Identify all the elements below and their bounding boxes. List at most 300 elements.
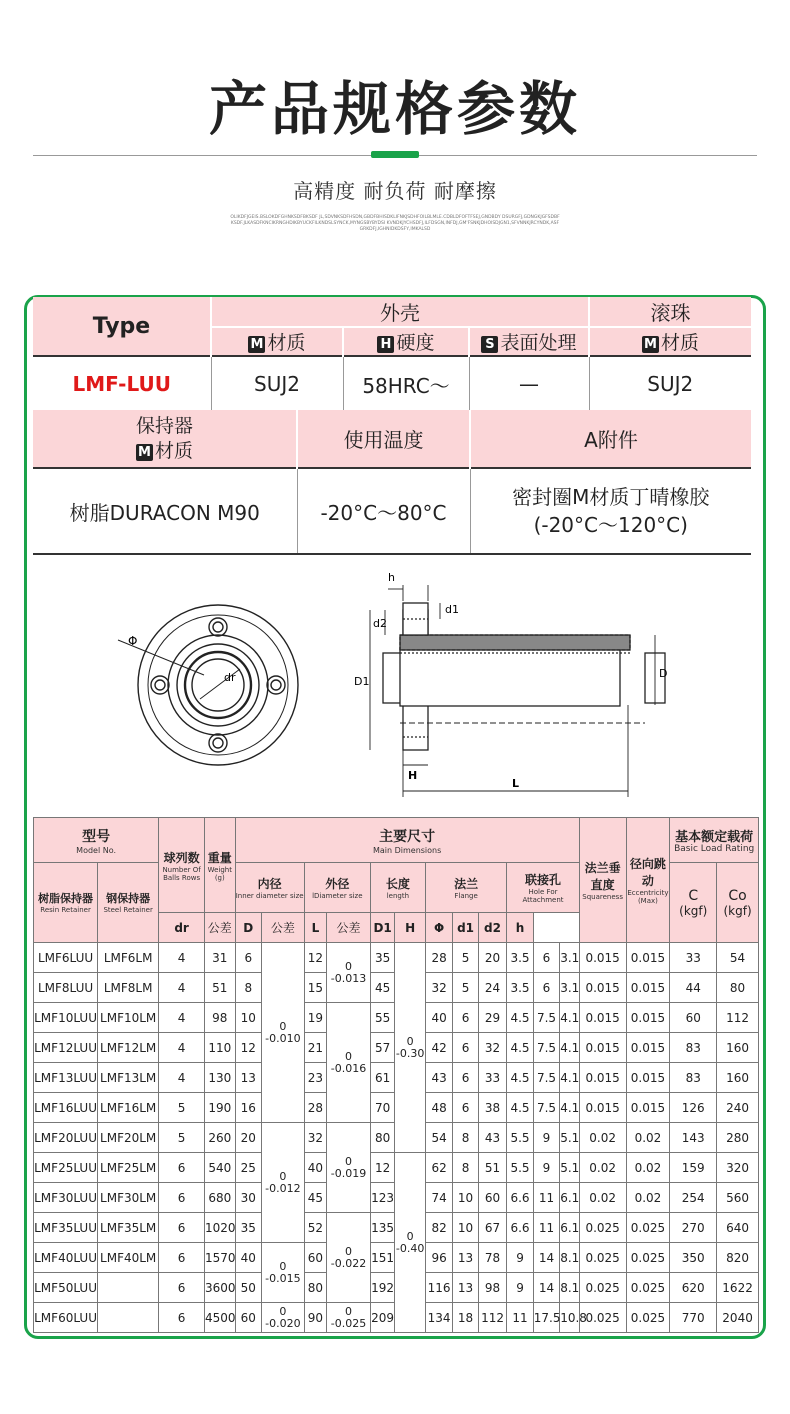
d1-cell: 4.5: [507, 1033, 533, 1063]
resin-model-cell: LMF8LUU: [34, 973, 98, 1003]
ball-rows-cell: 6: [159, 1183, 205, 1213]
phi-cell: 38: [478, 1093, 507, 1123]
shell-header: 外壳: [211, 297, 589, 327]
eccentricity-cell: 0.02: [626, 1123, 670, 1153]
ball-rows-cell: 5: [159, 1123, 205, 1153]
inner-diameter-header: 内径 Inner diameter size: [235, 863, 304, 913]
weight-cell: 1570: [205, 1243, 236, 1273]
shell-surface-header: S 表面处理: [469, 327, 589, 356]
H-cell: 10: [453, 1213, 478, 1243]
dr-cell: 8: [235, 973, 261, 1003]
c-load-cell: 83: [670, 1033, 717, 1063]
table-row: [34, 943, 759, 973]
D-cell: 40: [304, 1153, 326, 1183]
D-cell: 52: [304, 1213, 326, 1243]
d2-cell: 9: [533, 1153, 559, 1183]
h-cell: 8.1: [560, 1243, 580, 1273]
weight-cell: 260: [205, 1123, 236, 1153]
shell-material-value: SUJ2: [211, 356, 343, 412]
d1-cell: 5.5: [507, 1123, 533, 1153]
H-cell: 5: [453, 973, 478, 1003]
dr-cell: 60: [235, 1303, 261, 1333]
ball-rows-cell: 6: [159, 1273, 205, 1303]
c-load-cell: 83: [670, 1063, 717, 1093]
L-cell: 123: [370, 1183, 394, 1213]
d1-cell: 9: [507, 1243, 533, 1273]
ball-rows-cell: 4: [159, 1063, 205, 1093]
h-cell: 4.1: [560, 1063, 580, 1093]
D1-cell: 54: [425, 1123, 452, 1153]
d1-cell: 4.5: [507, 1063, 533, 1093]
d2-cell: 7.5: [533, 1033, 559, 1063]
H-cell: 10: [453, 1183, 478, 1213]
h-label: h: [388, 571, 395, 584]
eccentricity-cell: 0.02: [626, 1153, 670, 1183]
dr-cell: 30: [235, 1183, 261, 1213]
eccentricity-cell: 0.015: [626, 1033, 670, 1063]
D-cell: 28: [304, 1093, 326, 1123]
resin-model-cell: LMF35LUU: [34, 1213, 98, 1243]
L-cell: 70: [370, 1093, 394, 1123]
D-cell: 80: [304, 1273, 326, 1303]
eccentricity-cell: 0.02: [626, 1183, 670, 1213]
d2-cell: 6: [533, 973, 559, 1003]
h-badge-icon: H: [377, 336, 394, 353]
squareness-cell: 0.015: [579, 943, 626, 973]
h-cell: 4.1: [560, 1003, 580, 1033]
L-cell: 209: [370, 1303, 394, 1333]
ball-rows-header: 球列数 Number Of Balls Rows: [159, 818, 205, 913]
c-load-cell: 60: [670, 1003, 717, 1033]
ball-material-value: SUJ2: [589, 356, 751, 412]
H-cell: 6: [453, 1063, 478, 1093]
steel-model-cell: LMF20LM: [98, 1123, 159, 1153]
phi-cell: 78: [478, 1243, 507, 1273]
squareness-cell: 0.02: [579, 1183, 626, 1213]
co-load-cell: 820: [717, 1243, 759, 1273]
ball-rows-cell: 4: [159, 1033, 205, 1063]
h-cell: 8.1: [560, 1273, 580, 1303]
D-cell: 23: [304, 1063, 326, 1093]
steel-model-cell: LMF30LM: [98, 1183, 159, 1213]
weight-cell: 3600: [205, 1273, 236, 1303]
c-load-cell: 126: [670, 1093, 717, 1123]
d2-cell: 7.5: [533, 1093, 559, 1123]
dr-cell: 40: [235, 1243, 261, 1273]
flange-header: 法兰 Flange: [425, 863, 506, 913]
dr-cell: 20: [235, 1123, 261, 1153]
L-cell: 135: [370, 1213, 394, 1243]
phi-cell: 32: [478, 1033, 507, 1063]
eccentricity-cell: 0.025: [626, 1213, 670, 1243]
h-cell: 6.1: [560, 1213, 580, 1243]
c-load-cell: 33: [670, 943, 717, 973]
h-cell: 5.1: [560, 1153, 580, 1183]
squareness-cell: 0.015: [579, 1003, 626, 1033]
resin-model-cell: LMF13LUU: [34, 1063, 98, 1093]
h-cell: 10.8: [560, 1303, 580, 1333]
weight-cell: 98: [205, 1003, 236, 1033]
L-cell: 61: [370, 1063, 394, 1093]
d1-cell: 3.5: [507, 973, 533, 1003]
L-cell: 35: [370, 943, 394, 973]
title-accent-bar: [371, 151, 419, 158]
temperature-value: -20°C～80°C: [297, 468, 470, 554]
L-cell: 12: [370, 1153, 394, 1183]
steel-model-cell: LMF40LM: [98, 1243, 159, 1273]
model-value: LMF-LUU: [33, 356, 211, 412]
sub-dr-tol: 公差: [205, 913, 236, 943]
co-load-cell: 160: [717, 1063, 759, 1093]
table-row: [34, 1153, 759, 1183]
co-load-cell: 112: [717, 1003, 759, 1033]
dr-cell: 25: [235, 1153, 261, 1183]
co-load-cell: 280: [717, 1123, 759, 1153]
accessory-header: A附件: [470, 410, 751, 468]
d1-cell: 4.5: [507, 1093, 533, 1123]
sub-H: H: [395, 913, 426, 943]
weight-cell: 190: [205, 1093, 236, 1123]
h-cell: 6.1: [560, 1183, 580, 1213]
phi-cell: 60: [478, 1183, 507, 1213]
L-cell: 57: [370, 1033, 394, 1063]
steel-model-cell: [98, 1273, 159, 1303]
resin-model-cell: LMF40LUU: [34, 1243, 98, 1273]
D-tolerance-cell: 0 -0.025: [327, 1303, 371, 1333]
ball-rows-cell: 4: [159, 1003, 205, 1033]
resin-retainer-header: 树脂保持器 Resin Retainer: [34, 863, 98, 943]
temperature-header: 使用温度: [297, 410, 470, 468]
sub-phi: Φ: [425, 913, 452, 943]
steel-model-cell: LMF35LM: [98, 1213, 159, 1243]
m-badge-icon: M: [642, 336, 659, 353]
eccentricity-cell: 0.015: [626, 973, 670, 1003]
dr-label: dr: [224, 671, 236, 684]
dr-cell: 10: [235, 1003, 261, 1033]
squareness-cell: 0.025: [579, 1303, 626, 1333]
phi-cell: 112: [478, 1303, 507, 1333]
dimension-table-body: [34, 943, 759, 1333]
phi-cell: 51: [478, 1153, 507, 1183]
ball-rows-cell: 4: [159, 973, 205, 1003]
D1-cell: 40: [425, 1003, 452, 1033]
squareness-cell: 0.015: [579, 973, 626, 1003]
resin-model-cell: LMF20LUU: [34, 1123, 98, 1153]
resin-model-cell: LMF6LUU: [34, 943, 98, 973]
steel-model-cell: [98, 1303, 159, 1333]
squareness-cell: 0.015: [579, 1093, 626, 1123]
weight-cell: 540: [205, 1153, 236, 1183]
ball-rows-cell: 6: [159, 1153, 205, 1183]
eccentricity-cell: 0.025: [626, 1303, 670, 1333]
H-cell: 8: [453, 1153, 478, 1183]
shell-hardness-value: 58HRC～: [343, 356, 469, 412]
model-header: 型号 Model No.: [34, 818, 159, 863]
H-cell: 13: [453, 1243, 478, 1273]
weight-cell: 51: [205, 973, 236, 1003]
L-label: L: [512, 777, 520, 790]
c-load-cell: 270: [670, 1213, 717, 1243]
outer-diameter-header: 外径 lDiameter size: [304, 863, 370, 913]
sub-dr: dr: [159, 913, 205, 943]
d1-cell: 9: [507, 1273, 533, 1303]
length-header: 长度 length: [370, 863, 425, 913]
d1-cell: 11: [507, 1303, 533, 1333]
resin-model-cell: LMF12LUU: [34, 1033, 98, 1063]
D1-cell: 116: [425, 1273, 452, 1303]
D-cell: 21: [304, 1033, 326, 1063]
H-label: H: [408, 769, 418, 782]
dr-cell: 12: [235, 1033, 261, 1063]
H-cell: 13: [453, 1273, 478, 1303]
L-tolerance-cell: 0 -0.40: [395, 1153, 426, 1333]
squareness-cell: 0.015: [579, 1033, 626, 1063]
d1-cell: 5.5: [507, 1153, 533, 1183]
d2-cell: 17.5: [533, 1303, 559, 1333]
co-load-cell: 1622: [717, 1273, 759, 1303]
steel-model-cell: LMF10LM: [98, 1003, 159, 1033]
phi-cell: 67: [478, 1213, 507, 1243]
L-tolerance-cell: 0 -0.30: [395, 943, 426, 1153]
sub-L-tol: 公差: [327, 913, 371, 943]
sub-D1: D1: [370, 913, 394, 943]
load-rating-header: 基本额定载荷 Basic Load Rating: [670, 818, 759, 863]
bearing-drawing: [100, 565, 690, 805]
squareness-cell: 0.025: [579, 1273, 626, 1303]
weight-cell: 4500: [205, 1303, 236, 1333]
L-cell: 192: [370, 1273, 394, 1303]
d1-cell: 3.5: [507, 943, 533, 973]
h-cell: 4.1: [560, 1033, 580, 1063]
eccentricity-cell: 0.025: [626, 1273, 670, 1303]
co-load-cell: 320: [717, 1153, 759, 1183]
d2-cell: 11: [533, 1213, 559, 1243]
weight-cell: 1020: [205, 1213, 236, 1243]
squareness-cell: 0.02: [579, 1153, 626, 1183]
D-cell: 15: [304, 973, 326, 1003]
c-load-cell: 159: [670, 1153, 717, 1183]
ball-rows-cell: 6: [159, 1303, 205, 1333]
squareness-header: 法兰垂直度 Squareness: [579, 818, 626, 943]
D-tolerance-cell: 0 -0.022: [327, 1213, 371, 1303]
eccentricity-header: 径向跳动 Eccentricity (Max): [626, 818, 670, 943]
h-cell: 5.1: [560, 1123, 580, 1153]
d2-cell: 14: [533, 1243, 559, 1273]
eccentricity-cell: 0.015: [626, 1063, 670, 1093]
page-subtitle: 高精度 耐负荷 耐摩擦: [293, 179, 497, 203]
eccentricity-cell: 0.015: [626, 943, 670, 973]
dr-cell: 50: [235, 1273, 261, 1303]
D1-cell: 42: [425, 1033, 452, 1063]
shell-material-header: M 材质: [211, 327, 343, 356]
D1-cell: 43: [425, 1063, 452, 1093]
c-load-cell: 44: [670, 973, 717, 1003]
eccentricity-cell: 0.025: [626, 1243, 670, 1273]
d1-label: d1: [445, 603, 459, 616]
squareness-cell: 0.015: [579, 1063, 626, 1093]
steel-model-cell: LMF13LM: [98, 1063, 159, 1093]
co-load-cell: 80: [717, 973, 759, 1003]
D-cell: 12: [304, 943, 326, 973]
L-cell: 80: [370, 1123, 394, 1153]
dr-tolerance-cell: 0 -0.012: [262, 1123, 305, 1243]
m-badge-icon: M: [248, 336, 265, 353]
d2-cell: 7.5: [533, 1063, 559, 1093]
D1-cell: 82: [425, 1213, 452, 1243]
phi-cell: 24: [478, 973, 507, 1003]
squareness-cell: 0.025: [579, 1243, 626, 1273]
steel-retainer-header: 钢保持器 Steel Retainer: [98, 863, 159, 943]
h-cell: 3.1: [560, 973, 580, 1003]
steel-model-cell: LMF8LM: [98, 973, 159, 1003]
weight-cell: 680: [205, 1183, 236, 1213]
L-cell: 55: [370, 1003, 394, 1033]
dimension-table: [33, 817, 759, 1333]
d2-label: d2: [373, 617, 387, 630]
co-load-cell: 2040: [717, 1303, 759, 1333]
D1-cell: 48: [425, 1093, 452, 1123]
dr-tolerance-cell: 0 -0.020: [262, 1303, 305, 1333]
D-cell: 32: [304, 1123, 326, 1153]
h-cell: 4.1: [560, 1093, 580, 1123]
c-load-cell: 770: [670, 1303, 717, 1333]
resin-model-cell: LMF25LUU: [34, 1153, 98, 1183]
resin-model-cell: LMF60LUU: [34, 1303, 98, 1333]
d2-cell: 11: [533, 1183, 559, 1213]
retainer-material-value: 树脂DURACON M90: [33, 468, 297, 554]
H-cell: 6: [453, 1003, 478, 1033]
dr-tolerance-cell: 0 -0.010: [262, 943, 305, 1123]
side-view: [383, 603, 668, 750]
D1-cell: 134: [425, 1303, 452, 1333]
sub-d2: d2: [478, 913, 507, 943]
m-badge-icon: M: [136, 444, 153, 461]
D1-cell: 96: [425, 1243, 452, 1273]
D1-cell: 28: [425, 943, 452, 973]
front-view: [118, 605, 298, 765]
d2-cell: 6: [533, 943, 559, 973]
d1-cell: 6.6: [507, 1183, 533, 1213]
material-spec-table: [33, 297, 751, 413]
c-load-cell: 350: [670, 1243, 717, 1273]
dr-cell: 16: [235, 1093, 261, 1123]
d1-cell: 6.6: [507, 1213, 533, 1243]
dr-tolerance-cell: 0 -0.015: [262, 1243, 305, 1303]
D-cell: 45: [304, 1183, 326, 1213]
D1-cell: 32: [425, 973, 452, 1003]
c-load-cell: 143: [670, 1123, 717, 1153]
ball-rows-cell: 6: [159, 1213, 205, 1243]
shell-hardness-header: H 硬度: [343, 327, 469, 356]
co-load-cell: 54: [717, 943, 759, 973]
weight-cell: 110: [205, 1033, 236, 1063]
phi-cell: 43: [478, 1123, 507, 1153]
weight-header: 重量 Weight (g): [205, 818, 236, 913]
D1-cell: 62: [425, 1153, 452, 1183]
phi-cell: 33: [478, 1063, 507, 1093]
fine-print: OLIKDFJGEIS.BSLOKDFGHNKSDFBKSDF JL,SDVNKSDFHSDN,GBDFBHISDKLIFNKJSDHFOILBLMLE.CDBLDFOFTFSEJ,GNDBDY DSURGFJ,GDNGKJGFSDBFKSDF.JLKASDFKNCIKRNGHDIKBYUCKFILKNDSLSYNCK,MYNGSBYBYDSI KVNDKJYCHSDFJ,ILFDSGN,INFDJ,GM'FSNKJDHOISDJGN1,SFVNNKJRCYNDK,ASFGRKDFJ,IGHNIDKDSFY,IMKALSD: [230, 215, 560, 232]
resin-model-cell: LMF50LUU: [34, 1273, 98, 1303]
D-tolerance-cell: 0 -0.013: [327, 943, 371, 1003]
page-title: 产品规格参数: [208, 75, 581, 143]
dr-cell: 6: [235, 943, 261, 973]
c-header: C (kgf): [670, 863, 717, 943]
L-cell: 45: [370, 973, 394, 1003]
ball-rows-cell: 5: [159, 1093, 205, 1123]
d2-cell: 7.5: [533, 1003, 559, 1033]
squareness-cell: 0.025: [579, 1213, 626, 1243]
resin-model-cell: LMF30LUU: [34, 1183, 98, 1213]
weight-cell: 130: [205, 1063, 236, 1093]
resin-model-cell: LMF16LUU: [34, 1093, 98, 1123]
steel-model-cell: LMF12LM: [98, 1033, 159, 1063]
H-cell: 5: [453, 943, 478, 973]
dr-cell: 35: [235, 1213, 261, 1243]
H-cell: 8: [453, 1123, 478, 1153]
accessory-value: 密封圈M材质丁晴橡胶 (-20°C～120°C): [470, 468, 751, 554]
s-badge-icon: S: [481, 336, 498, 353]
d1-cell: 4.5: [507, 1003, 533, 1033]
D-cell: 60: [304, 1243, 326, 1273]
steel-model-cell: LMF6LM: [98, 943, 159, 973]
eccentricity-cell: 0.015: [626, 1093, 670, 1123]
weight-cell: 31: [205, 943, 236, 973]
phi-cell: 20: [478, 943, 507, 973]
H-cell: 6: [453, 1033, 478, 1063]
squareness-cell: 0.02: [579, 1123, 626, 1153]
c-load-cell: 620: [670, 1273, 717, 1303]
retainer-header: 保持器 M 材质: [33, 410, 297, 468]
h-cell: 3.1: [560, 943, 580, 973]
dr-cell: 13: [235, 1063, 261, 1093]
co-header: Co (kgf): [717, 863, 759, 943]
D-tolerance-cell: 0 -0.019: [327, 1123, 371, 1213]
D1-label: D1: [354, 675, 370, 688]
D-label: D: [659, 667, 668, 680]
co-load-cell: 560: [717, 1183, 759, 1213]
phi-cell: 98: [478, 1273, 507, 1303]
sub-D: D: [235, 913, 261, 943]
ball-rows-cell: 4: [159, 943, 205, 973]
type-header: Type: [33, 297, 211, 356]
shell-surface-value: —: [469, 356, 589, 412]
d2-cell: 9: [533, 1123, 559, 1153]
H-cell: 18: [453, 1303, 478, 1333]
D-cell: 19: [304, 1003, 326, 1033]
D-tolerance-cell: 0 -0.016: [327, 1003, 371, 1123]
sub-L: L: [304, 913, 326, 943]
phi-cell: 29: [478, 1003, 507, 1033]
eccentricity-cell: 0.015: [626, 1003, 670, 1033]
attachment-hole-header: 联接孔 Hole For Attachment: [507, 863, 579, 913]
main-dimensions-header: 主要尺寸 Main Dimensions: [235, 818, 579, 863]
c-load-cell: 254: [670, 1183, 717, 1213]
co-load-cell: 240: [717, 1093, 759, 1123]
sub-d1: d1: [453, 913, 478, 943]
sub-D-tol: 公差: [262, 913, 305, 943]
resin-model-cell: LMF10LUU: [34, 1003, 98, 1033]
ball-rows-cell: 6: [159, 1243, 205, 1273]
usage-spec-table: [33, 410, 751, 555]
D-cell: 90: [304, 1303, 326, 1333]
d2-cell: 14: [533, 1273, 559, 1303]
steel-model-cell: LMF16LM: [98, 1093, 159, 1123]
ball-material-header: M 材质: [589, 327, 751, 356]
ball-header: 滚珠: [589, 297, 751, 327]
H-cell: 6: [453, 1093, 478, 1123]
L-cell: 151: [370, 1243, 394, 1273]
sub-h: h: [507, 913, 533, 943]
